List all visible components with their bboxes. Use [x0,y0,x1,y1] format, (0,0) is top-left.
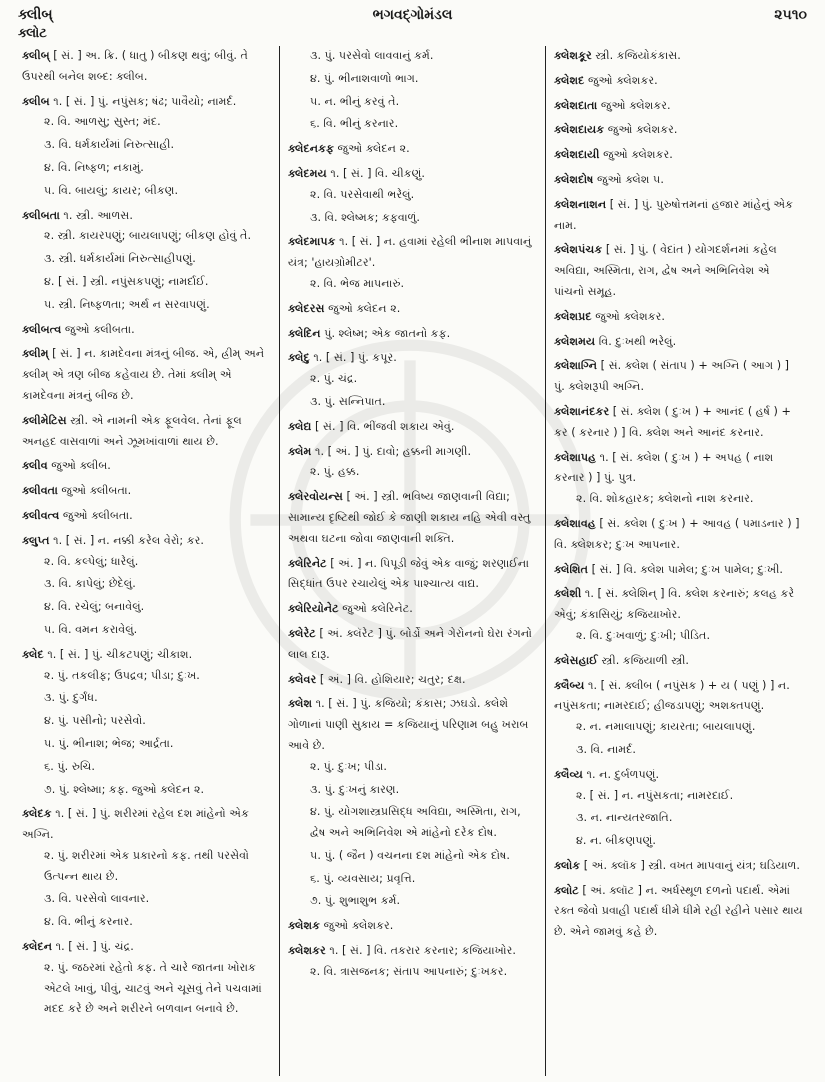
sense-line: ૫. પું. ( જૈન ) વચનના દશ માંહેનો એક દોષ. [310,848,510,862]
definition-text: [ સં. ] વિ. ભીંજવી શકાય એવું. [315,419,455,433]
sense-line: ૩. સ્ત્રી. ધર્મકાર્યમાં નિરુત્સાહીપણું. [44,252,196,266]
headword: ક્લેસહાઈ [554,653,598,667]
dictionary-entry [554,765,803,852]
entry-main-line [22,506,271,527]
dictionary-entry [554,402,803,444]
headword: ક્લેશાપહ [554,450,597,464]
dictionary-entry [554,332,803,353]
dictionary-entry [288,670,537,691]
dictionary-entry [554,195,803,237]
dictionary-entry [22,320,271,341]
column-2 [279,46,545,1076]
sense-line: ૭. પું. શુભાશુભ કર્મ. [310,894,401,908]
entry-main-line [288,487,537,549]
sense-line: ૬. વિ. ભીનું કરનાર. [310,117,399,131]
headword: ક્લીબ [22,94,50,108]
headword: ક્લેશકૂર [554,49,592,62]
dictionary-entry [22,46,271,88]
dictionary-entry [554,448,803,510]
page-header [18,4,807,26]
headword: ક્લેરિયોનેટ [288,602,339,616]
headword: ક્લીબતા [22,208,60,222]
dictionary-entry [554,356,803,398]
sense-line: ૨. પું. શરીરમાં એક પ્રકારનો કફ. તથી પરસેવો ઉત્પન્ન થાય છે. [44,848,249,883]
dictionary-entry [22,481,271,502]
sense-line: ૪. [ સં. ] સ્ત્રી. નપુંસકપણું; નામર્દાઈ. [44,274,209,288]
entry-main-line [22,531,271,552]
sense-line: ૪. પું. પસીનો; પરસેવો. [44,714,146,728]
sense-line: ૫. ન. ભીનું કરવું તે. [310,94,400,108]
dictionary-entry [288,324,537,345]
dictionary-entry [22,804,271,933]
entry-main-line [22,344,271,406]
definition-text: ૧. [ અં. ] પું. દાવો; હક્કની માગણી. [314,444,471,458]
entry-main-line [288,670,537,691]
entry-main-line [288,299,537,320]
headword: ક્લેશદોષ [554,172,594,186]
dictionary-entry [288,916,537,937]
headword: ક્લેશિત [554,562,589,576]
dictionary-entry [22,206,271,316]
definition-text: પું. શ્લેષ્મ; એક જાતનો કફ. [324,326,451,340]
sense-line: ૨. પું. ચંદ્ર. [310,372,358,386]
definition-text: જુઓ ક્લેશકર. [587,73,658,87]
entry-main-line [554,170,803,191]
entry-main-line [22,411,271,453]
dictionary-entry [22,344,271,406]
entry-main-line [554,765,803,786]
dictionary-entry [288,694,537,912]
column-3 [545,46,811,1076]
column-1 [14,46,279,1076]
dictionary-entry [288,139,537,160]
dictionary-entry [288,442,537,484]
dictionary-entry [554,46,803,67]
dictionary-entry [554,170,803,191]
entry-main-line [288,624,537,666]
definition-text: ૧. [ સં. ક્લેશિન્ ] વિ. ક્લેશ કરનારું; કલહ કરે એવું; કંકાસિયું; કજિયાખોર. [554,587,795,622]
dictionary-entry [22,645,271,801]
sense-line: ૫. પું. ભીનાશ; ભેજ; આર્દ્રતા. [44,736,174,750]
definition-text: જુઓ ક્લીબતા. [62,508,133,522]
sense-line: ૨. વિ. દુઃખવાળું; દુઃખી; પીડિત. [576,628,711,642]
headword: ક્લેદિન [288,326,321,340]
definition-text: જુઓ ક્લેશ ૫. [597,172,664,186]
entry-main-line [22,92,271,113]
sense-line: ૨. વિ. શોકહારક; ક્લેશનો નાશ કરનાર. [576,492,754,506]
sense-line: ૪. ન. બીકણપણું. [576,834,656,848]
sense-line: ૨. ન. નમાલાપણું; કાયરતા; બાયલાપણું. [576,720,756,734]
entry-main-line [554,881,803,943]
definition-text: ૧. [ સં. ] પું. કપૂર. [313,351,397,365]
sense-line: ૩. વિ. નામર્દ. [576,742,636,756]
sense-line: ૭. પું. શ્લેષ્મા; કફ. જુઓ ક્લેદન ૨. [44,782,205,796]
sense-line: ૨. વિ. ત્રાસજનક; સંતાપ આપનારું; દુઃખકર. [310,964,508,978]
definition-text: જુઓ ક્લીબ. [51,459,111,473]
sense-line: ૨. [ સં. ] ન. નપુંસકતા; નામરદાઈ. [576,788,734,802]
definition-text: [ સં. ક્લેશ ( સંતાપ ) + અગ્નિ ( આગ ) ] પું. ક્લેશરૂપી અગ્નિ. [554,359,790,394]
sense-line: ૨. પું. જઠરમાં રહેતો કફ. તે ચારે જાતના ખોરાક એટલે ખાવું, પીવું, ચાટવું અને ચૂસવું તેને પચવામાં મદદ કરે છે અને શરીરને બળવાન બનાવે છે. [44,960,262,1016]
definition-text: સ્ત્રી. કજિયાળી સ્ત્રી. [601,653,689,667]
definition-text: જુઓ ક્લેરિનેટ. [342,602,413,616]
definition-text: સ્ત્રી. કજિયોકંકાસ. [595,49,681,62]
guide-word-left-2: ક્લોટ [18,26,47,41]
dictionary-entry [288,487,537,549]
headword: ક્લીબ્ [22,49,50,62]
headword: ક્લીબત્વ [22,322,62,336]
entry-main-line [554,332,803,353]
headword: ક્લેદ્ય [288,419,312,433]
sense-line: ૪. વિ. નિષ્ફળ; નકામું. [44,160,144,174]
definition-text: [ અં. ] ન. પિપૂડી જેવું એક વાજું; શરણાઈના સિદ્ધાંત ઉપર રચાયેલું એક પાશ્ચાત્ય વાદ્ય. [288,556,529,591]
entry-main-line [554,195,803,237]
headword: ક્લેશાવહ [554,516,596,530]
dictionary-entry [22,411,271,453]
dictionary-columns [14,46,811,1076]
entry-main-line [554,448,803,490]
sense-line: ૫. સ્ત્રી. નિષ્ફળતા; અર્થ ન સરવાપણું. [44,297,210,311]
sense-line: ૪. વિ. ભીનું કરનાર. [44,915,133,929]
sense-line: ૩. પું. દુઃખનું કારણ. [310,782,400,796]
sense-line: ૪. પું. ભીનાશવાળો ભાગ. [310,71,419,85]
definition-text: જુઓ ક્લેદન ૨. [337,142,410,156]
definition-text: [ સં. ] પું. ( વેદાંત ) યોગદર્શનમાં કહેલ અવિદ્યા, અસ્મિતા, રાગ, દ્વેષ અને અભિનિવેશ એ પાંચનો સમૂહ. [554,243,777,298]
definition-text: જુઓ ક્લેશકર. [600,98,671,112]
entry-main-line [554,46,803,67]
headword: ક્લેશદાયક [554,123,605,137]
headword: ક્લેદ [22,647,44,661]
dictionary-entry [554,145,803,166]
dictionary-entry [22,456,271,477]
headword: ક્લુપ્ત [22,533,50,547]
headword: ક્લેશાનંદકર [554,404,610,418]
definition-text: જુઓ ક્લેશકર. [603,148,673,162]
entry-main-line [288,139,537,160]
headword: ક્લેરેટ [288,626,316,640]
headword: ક્લેશદાયી [554,148,600,162]
definition-text: [ સં. ] ન. કામદેવના મંત્રનું બીજ. એ, હ્રીમ્ અને ક્લીમ્ એ ત્રણ બીજ કહેવાય છે. તેમાં ક્લીમ્ એ કામદેવના મંત્રનું બીજ છે. [22,347,265,402]
sense-line: ૨. વિ. આળસુ; સુસ્ત; મંદ. [44,115,161,129]
definition-text: [ સં. ] પું. પુરુષોત્તમનાં હજાર માંહેનું એક નામ. [554,197,794,232]
sense-line: ૬. પું. રુચિ. [44,759,95,773]
sense-line: ૨. પું. દુઃખ; પીડા. [310,759,387,773]
headword: ક્લેશનાશન [554,197,607,211]
headword: ક્લેશપંચક [554,243,603,257]
entry-main-line [288,599,537,620]
headword: ક્લૈબ્ય [554,678,585,692]
headword: ક્લેદમાપક [288,235,336,249]
sense-line: ૩. વિ. પરસેવો લાવનાર. [44,892,150,906]
dictionary-entry [554,120,803,141]
definition-text: [ સં. ક્લેશ ( દુઃખ ) + આનંદ ( હર્ષ ) + કર ( કરનાર ) ] વિ. ક્લેશ અને આનંદ કરનાર. [554,404,791,439]
dictionary-entry [554,560,803,581]
dictionary-entry [22,937,271,1020]
definition-text: [ સં. ] અ. ક્રિ. ( ધાતુ ) બીકણ થવું; બીવું. તે ઉપરથી બનેલ શબ્દ: ક્લીબ. [22,49,248,83]
entry-main-line [554,402,803,444]
sense-line: ૩. વિ. શ્લેષ્મક; કફવાળું. [310,210,420,224]
definition-text: ૧. [ સં. ] વિ. તકરાર કરનાર; કજિયાખોર. [329,944,516,958]
entry-main-line [554,560,803,581]
sense-line: ૩. વિ. કાપેલું; છેદેલું. [44,577,136,591]
entry-main-line [554,856,803,877]
headword: ક્લીવત્વ [22,508,60,522]
definition-text: જુઓ ક્લીબતા. [61,484,132,498]
definition-text: ૧. [ સં. ] પું. ચીકટપણું; ચીકાશ. [47,647,193,661]
definition-text: [ અં. ક્લૉક ] સ્ત્રી. વખત માપવાનું યંત્ર; ઘડિયાળ. [583,858,800,872]
headword: ક્લેદમય [288,166,327,180]
headword: ક્લેશપ્રદ [554,309,592,323]
definition-text: ૧. સ્ત્રી. આળસ. [63,208,133,222]
definition-text: જુઓ ક્લેશકર. [607,123,678,137]
definition-text: [ અં. ] સ્ત્રી. ભવિષ્ય જાણવાની વિદ્યા; સામાન્ય દૃષ્ટિથી જોઈ કે જાણી શકાય નહિ એવી વસ્તુ અથવા ઘટના જોવા જાણવાની શક્તિ. [288,490,531,545]
dictionary-entry [288,417,537,438]
entry-main-line [554,676,803,718]
entry-main-line [554,71,803,92]
headword: ક્લેરિનેટ [288,556,327,570]
entry-main-line [22,46,271,88]
headword: ક્લીવતા [22,484,58,498]
definition-text: ૧. [ સં. ] વિ. ચીકણું. [330,166,425,180]
definition-text: [ અં. ક્લૅરેટ ] પું. બોર્ડો અને ગેરોનનો ઘેરા રંગનો લાલ દારૂ. [288,626,532,661]
dictionary-entry [554,881,803,943]
headword: ક્લેશાગ્નિ [554,359,598,373]
definition-text: વિ. દુઃખથી ભરેલું. [598,334,677,348]
dictionary-entry [22,92,271,202]
dictionary-entry [554,651,803,672]
definition-text: [ સં. ] વિ. ક્લેશ પામેલ; દુઃખ પામેલ; દુઃખી. [591,562,783,576]
definition-text: [ અં. ક્લૉટ ] ન. અર્ધસ્થૂળ દળનો પદાર્થ. એમાં રક્ત જેવો પ્રવાહી પદાર્થ ધીમે ધીમે રહી રહીને પસાર થાય છે. એને જામવું કહે છે. [554,883,803,939]
page-number: ૨૫૧૦ [774,7,807,23]
definition-text: ૧. [ સં. ] પું. શરીરમાં રહેલ દશ માંહેનો એક અગ્નિ. [22,807,249,842]
headword: ક્લેશમય [554,334,596,348]
dictionary-entry [288,941,537,983]
dictionary-entry [288,46,537,135]
headword: ક્લેશી [554,587,582,601]
entry-main-line [22,645,271,666]
entry-main-line [554,96,803,117]
sense-line: ૫. વિ. વમન કરાવેલું. [44,622,138,636]
entry-main-line [288,694,537,756]
sense-line: ૨. સ્ત્રી. કાયરપણું; બાયલાપણું; બીકણ હોવું તે. [44,229,252,243]
headword: ક્લેશદાતા [554,98,598,112]
entry-main-line [288,916,537,937]
definition-text: [ સં. ક્લેશ ( દુઃખ ) + આવહ ( પમાડનાર ) ] વિ. ક્લેશકર; દુઃખ આપનાર. [554,516,800,551]
book-title: ભગવદ્ગોમંડલ [372,7,453,23]
entry-main-line [554,584,803,626]
definition-text: જુઓ ક્લેશકર. [595,309,665,323]
entry-main-line [288,232,537,274]
headword: ક્લેશકર [288,944,326,958]
sense-line: ૨. વિ. ભેજ માપનારું. [310,276,405,290]
entry-main-line [288,417,537,438]
definition-text: જુઓ ક્લેદન ૨. [328,301,401,315]
entry-main-line [554,120,803,141]
dictionary-entry [288,624,537,666]
entry-main-line [554,514,803,556]
entry-main-line [22,320,271,341]
headword: ક્લેદક [22,807,52,821]
entry-main-line [22,456,271,477]
headword: ક્લેદનકફ [288,142,334,156]
entry-main-line [288,554,537,596]
headword: ક્લેવર [288,672,317,686]
definition-text: ૧. [ સં. ] પું. નપુંસક; ષંઢ; પાવૈયો; નામર્દ. [53,94,237,108]
dictionary-entry [554,96,803,117]
dictionary-entry [22,531,271,641]
sense-line: ૨. પું. તકલીફ; ઉપદ્રવ; પીડા; દુઃખ. [44,668,200,682]
entry-main-line [288,164,537,185]
sense-line: ૫. વિ. બાયલું; કાયર; બીકણ. [44,183,179,197]
headword: ક્લોક [554,858,581,872]
sense-line: ૨. વિ. પરસેવાથી ભરેલું. [310,187,415,201]
headword: ક્લીમ્ [22,347,49,361]
definition-text: ૧. [ સં. ક્લીબ ( નપુંસક ) + ય ( પણું ) ] ન. નપુંસકતા; નામરદાઈ; હીજડાપણું; અશક્તપણું. [554,678,790,713]
headword: ક્લૈવ્ય [554,767,583,781]
dictionary-entry [554,676,803,761]
entry-main-line [554,356,803,398]
entry-main-line [554,240,803,302]
definition-text: ૧. [ સં. ] ન. હવામાં રહેલી ભીનાશ માપવાનું યંત્ર; 'હાયગ્રોમીટર'. [288,235,532,270]
headword: ક્લેશક [288,919,321,933]
entry-main-line [22,206,271,227]
dictionary-entry [554,584,803,646]
headword: ક્લેદન [22,940,53,954]
definition-text: [ અં. ] વિ. હોશિયાર; ચતુર; દક્ષ. [319,672,466,686]
definition-text: ૧. [ સં. ] પું. ચંદ્ર. [55,940,134,954]
dictionary-entry [554,856,803,877]
dictionary-entry [288,232,537,294]
definition-text: ૧. [ સં. ] પું. કજિયો; કંકાસ; ઝઘડો. ક્લેશે ગોળાનાં પાણી સુકાય = કજિયાનું પરિણામ બહુ ખરાબ આવે છે. [288,697,529,752]
sense-line: ૩. ન. નાન્યતરજાતિ. [576,811,673,825]
dictionary-entry [288,164,537,228]
sense-line: ૨. પું. હક્ક. [310,465,360,479]
entry-main-line [22,481,271,502]
dictionary-entry [22,506,271,527]
headword: ક્લેદુ [288,351,310,365]
dictionary-entry [554,514,803,556]
definition-text: જુઓ ક્લેશકર. [323,919,394,933]
definition-text: ૧. [ સં. ક્લેશ ( દુઃખ ) + અપહ ( નાશ કરનાર ) ] પું. પુત્ર. [554,450,774,485]
definition-text: ૧. ન. દુર્બળપણું. [586,767,660,781]
dictionary-entry [288,554,537,596]
entry-main-line [22,937,271,958]
headword: ક્લેશદ [554,73,585,87]
sense-line: ૪. પું. યોગશાસ્ત્રપ્રસિદ્ધ અવિદ્યા, અસ્મિતા, રાગ, દ્વેષ અને અભિનિવેશ એ માંહેનો દરેક દોષ. [310,805,521,840]
guide-word-left: ક્લીબ્ [18,7,53,23]
entry-main-line [554,145,803,166]
entry-main-line [288,941,537,962]
entry-main-line [288,442,537,463]
sense-line: ૩. પું. પરસેવો લાવવાનું કર્મ. [310,49,434,62]
definition-text: સ્ત્રી. એ નામની એક ફૂલવેલ. તેનાં ફૂલ અનહદ વાસવાળાં અને ઝૂમખાંવાળાં થાય છે. [22,413,242,448]
sense-line: ૨. વિ. કલ્પેલું; ધારેલું. [44,554,139,568]
sense-line: ૬. પું. વ્યવસાય; પ્રવૃત્તિ. [310,871,416,885]
headword: ક્લેશ [288,697,313,711]
dictionary-entry [554,307,803,328]
entry-main-line [288,324,537,345]
dictionary-entry [288,599,537,620]
definition-text: ૧. [ સં. ] ન. નક્કી કરેલ વેરો; કર. [53,533,204,547]
headword: ક્લીમેટિસ [22,413,67,427]
dictionary-entry [288,348,537,412]
headword: ક્લેરવોયન્સ [288,490,343,504]
headword: ક્લોટ [554,883,579,897]
dictionary-entry [288,299,537,320]
entry-main-line [22,804,271,846]
dictionary-entry [554,71,803,92]
sense-line: ૪. વિ. રચેલું; બનાવેલું. [44,600,145,614]
sense-line: ૩. વિ. ધર્મકાર્યમાં નિરુત્સાહી. [44,138,175,152]
sense-line: ૩. પું. સન્નિપાત. [310,394,386,408]
definition-text: જુઓ ક્લીબતા. [64,322,135,336]
dictionary-entry [554,240,803,302]
headword: ક્લેમ [288,444,312,458]
headword: ક્લીવ [22,459,48,473]
entry-main-line [288,348,537,369]
entry-main-line [554,307,803,328]
headword: ક્લેદરસ [288,301,325,315]
sense-line: ૩. પું. દુર્ગંધ. [44,691,98,705]
entry-main-line [554,651,803,672]
